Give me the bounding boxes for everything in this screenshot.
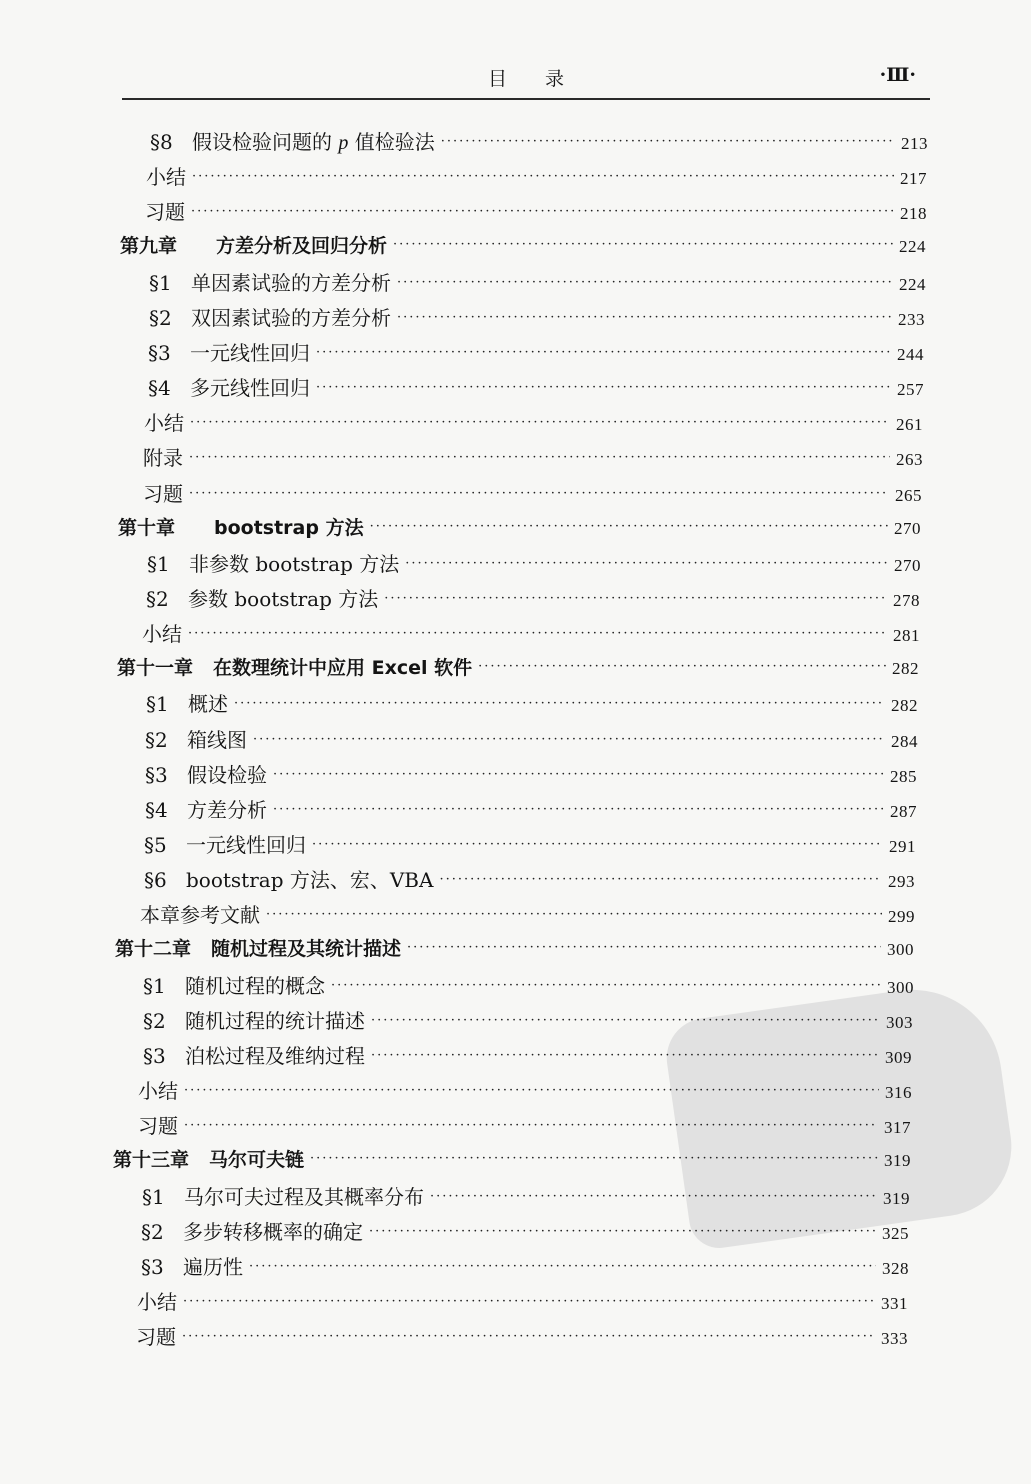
toc-entry-number: §1 <box>142 1184 165 1209</box>
toc-entry-title: 习题 <box>136 1325 176 1350</box>
toc-leader-dots <box>182 1329 875 1344</box>
toc-entry-title: 一元线性回归 <box>186 833 306 857</box>
toc-entry-label <box>115 934 401 961</box>
toc-entry-label <box>148 337 310 366</box>
toc-entry-page: 263 <box>896 450 923 470</box>
toc-entry-title: 小结 <box>144 411 184 436</box>
toc-entry-number: 第十一章 <box>117 657 194 680</box>
toc-entry-title: 非参数 bootstrap 方法 <box>189 551 400 576</box>
toc-entry-number: §6 <box>144 868 167 893</box>
toc-leader-dots <box>273 802 884 817</box>
toc-entry-title: 假设检验 <box>187 762 267 787</box>
toc-entry-number: §3 <box>148 340 171 365</box>
toc-entry-title: 附录 <box>143 446 183 471</box>
toc-entry-number: §5 <box>144 833 167 857</box>
toc-entry-title: 习题 <box>138 1114 178 1139</box>
toc-entry-page: 300 <box>887 940 914 960</box>
toc-entry-label <box>145 724 247 753</box>
toc-entry <box>145 724 918 754</box>
toc-entry <box>144 407 923 437</box>
toc-entry-page: 328 <box>882 1258 909 1278</box>
toc-entry-label <box>150 126 435 155</box>
toc-entry-page: 278 <box>893 590 920 610</box>
toc-leader-dots <box>190 415 890 430</box>
toc-entry-number: §3 <box>145 762 168 787</box>
toc-entry-title: 在数理统计中应用 Excel 软件 <box>213 657 473 680</box>
toc-entry <box>143 970 914 1000</box>
toc-entry-page: 244 <box>897 344 924 364</box>
toc-entry-number: §8 <box>150 130 173 154</box>
toc-leader-dots <box>405 556 888 571</box>
toc-leader-dots <box>192 169 894 184</box>
toc-entry-title: 小结 <box>142 622 182 647</box>
toc-entry-page: 281 <box>893 626 920 646</box>
toc-leader-dots <box>253 732 885 747</box>
toc-entry-page: 299 <box>888 907 915 927</box>
toc-entry-label <box>138 1075 178 1104</box>
toc-entry-title: 箱线图 <box>187 727 247 752</box>
toc-entry-title: 单因素试验的方差分析 <box>191 270 391 295</box>
toc-entry <box>144 829 916 859</box>
toc-entry-title: 随机过程及其统计描述 <box>211 938 402 961</box>
toc-leader-dots <box>234 696 885 711</box>
toc-entry-page: 217 <box>900 169 927 189</box>
toc-entry-label <box>149 302 391 331</box>
toc-entry-title: bootstrap 方法 <box>214 516 364 539</box>
toc-entry <box>143 1005 913 1035</box>
toc-entry <box>136 1321 908 1351</box>
toc-leader-dots <box>478 659 886 674</box>
toc-entry-page: 300 <box>887 977 914 997</box>
toc-entry-title: 小结 <box>146 165 186 190</box>
toc-entry-label <box>144 829 306 858</box>
toc-entry-label <box>120 231 387 258</box>
toc-leader-dots <box>439 872 882 887</box>
toc-entry <box>142 1181 910 1211</box>
toc-entry <box>117 653 919 683</box>
toc-entry <box>148 372 924 402</box>
toc-entry-title: 遍历性 <box>183 1254 243 1279</box>
toc-entry-label <box>141 1251 243 1280</box>
toc-entry-number: §2 <box>149 305 172 330</box>
toc-entry-label <box>148 372 310 401</box>
toc-entry-label <box>146 161 186 190</box>
toc-entry <box>146 161 927 191</box>
toc-leader-dots <box>397 275 893 290</box>
toc-entry-title: 双因素试验的方差分析 <box>191 305 391 330</box>
toc-entry <box>120 231 926 261</box>
toc-entry-page: 265 <box>895 485 922 505</box>
toc-entry-page: 270 <box>894 555 921 575</box>
toc-entry-number: §1 <box>143 973 166 998</box>
toc-entry-title: 随机过程的概念 <box>185 973 325 998</box>
toc-leader-dots <box>331 978 881 993</box>
toc-leader-dots <box>273 767 884 782</box>
toc-entry-label <box>145 759 267 788</box>
toc-leader-dots <box>191 204 894 219</box>
toc-entry <box>143 478 922 508</box>
toc-entry-page: 287 <box>890 801 917 821</box>
toc-leader-dots <box>188 626 887 641</box>
toc-entry <box>137 1286 908 1316</box>
toc-leader-dots <box>371 1013 880 1028</box>
toc-entry-number: §2 <box>143 1008 166 1033</box>
toc-entry-title: 泊松过程及维纳过程 <box>185 1043 365 1068</box>
toc-leader-dots <box>189 450 890 465</box>
toc-leader-dots <box>393 237 893 252</box>
toc-entry-page: 285 <box>890 766 917 786</box>
toc-leader-dots <box>430 1189 877 1204</box>
toc-entry-label <box>117 653 472 680</box>
toc-entry <box>138 1075 912 1105</box>
toc-entry <box>143 442 923 472</box>
toc-entry-number: §1 <box>149 270 172 295</box>
toc-entry-label <box>143 442 183 471</box>
toc-entry-page: 282 <box>892 659 919 679</box>
toc-entry-page: 316 <box>885 1083 912 1103</box>
toc-entry-number: §3 <box>141 1254 164 1279</box>
toc-entry <box>146 688 918 718</box>
toc-entry <box>138 1110 911 1140</box>
toc-leader-dots <box>266 907 882 922</box>
toc-leader-dots <box>384 591 887 606</box>
toc-entry-number: §1 <box>147 551 170 576</box>
toc-entry <box>150 126 928 156</box>
toc-entry-label <box>118 513 364 540</box>
toc-entry <box>143 1040 912 1070</box>
toc-entry-number: §4 <box>145 797 168 822</box>
toc-entry-page: 270 <box>894 518 921 538</box>
toc-entry <box>149 302 925 332</box>
toc-leader-dots <box>189 486 889 501</box>
toc-entry <box>145 794 917 824</box>
toc-entry-title: 概述 <box>188 692 228 717</box>
toc-entry <box>144 864 915 894</box>
toc-entry-title: 随机过程的统计描述 <box>185 1008 365 1033</box>
toc-entry-label <box>142 1181 424 1210</box>
toc-entry-label <box>146 583 378 612</box>
toc-leader-dots <box>184 1118 878 1133</box>
toc-entry <box>118 513 921 543</box>
toc-entry-label <box>143 970 325 999</box>
toc-entry-number: 第十三章 <box>113 1149 190 1172</box>
toc-entry <box>148 337 924 367</box>
toc-entry-title: bootstrap 方法、宏、VBA <box>186 868 434 893</box>
toc-entry-label <box>145 196 185 225</box>
toc-entry-page: 303 <box>886 1012 913 1032</box>
toc-entry <box>147 548 921 578</box>
toc-entry-number: 第十章 <box>118 516 176 539</box>
toc-entry-title: 小结 <box>137 1289 177 1314</box>
toc-leader-dots <box>371 1048 879 1063</box>
toc-entry-label <box>140 899 260 928</box>
toc-entry-label <box>147 548 399 577</box>
toc-entry-number: §1 <box>146 692 169 717</box>
toc-entry-title: 小结 <box>138 1079 178 1104</box>
toc-entry-title: 习题 <box>143 481 183 506</box>
toc-entry-number: §3 <box>143 1043 166 1068</box>
toc-entry-page: 261 <box>896 415 923 435</box>
toc-entry-title: 本章参考文献 <box>140 903 260 928</box>
toc-entry-number: 第十二章 <box>115 938 192 961</box>
toc-entry <box>113 1145 911 1175</box>
toc-entry-page: 224 <box>899 274 926 294</box>
toc-entry <box>149 267 926 297</box>
toc-entry-label <box>144 864 433 893</box>
toc-entry-page: 293 <box>888 872 915 892</box>
toc-leader-dots <box>249 1259 876 1274</box>
toc-entry-page: 317 <box>884 1118 911 1138</box>
toc-entry-label <box>136 1321 176 1350</box>
toc-entry-number: §2 <box>146 586 169 611</box>
toc-entry-title: 方差分析及回归分析 <box>216 235 388 258</box>
toc-entry <box>145 759 917 789</box>
toc-entry <box>142 618 920 648</box>
toc-leader-dots <box>183 1294 875 1309</box>
toc-entry <box>146 583 920 613</box>
toc-entry-label <box>137 1286 177 1315</box>
toc-entry-page: 284 <box>891 731 918 751</box>
toc-entry-title: 假设检验问题的 p 值检验法 <box>192 130 435 154</box>
toc-leader-dots <box>184 1083 879 1098</box>
toc-entry <box>145 196 927 226</box>
toc-entry-label <box>143 1040 365 1069</box>
toc-leader-dots <box>441 134 895 149</box>
toc-entry-page: 291 <box>889 837 916 856</box>
toc-entry <box>141 1251 909 1281</box>
toc-entry-label <box>138 1110 178 1139</box>
toc-leader-dots <box>310 1151 878 1166</box>
toc-entry-label <box>143 478 183 507</box>
toc-leader-dots <box>316 345 891 360</box>
toc-entry <box>115 934 914 964</box>
toc-entry-number: §4 <box>148 376 171 401</box>
toc-entry-label <box>113 1145 304 1172</box>
toc-leader-dots <box>397 310 892 325</box>
toc-leader-dots <box>369 1224 876 1239</box>
toc-entry-page: 218 <box>900 204 927 224</box>
toc-entry-label <box>144 407 184 436</box>
toc-entry-number: §2 <box>145 727 168 752</box>
toc-entry <box>141 1216 909 1246</box>
toc-entry-title: 马尔可夫过程及其概率分布 <box>184 1184 424 1209</box>
toc-entry-page: 224 <box>899 237 926 257</box>
toc-entry-page: 309 <box>885 1047 912 1067</box>
toc-entry-page: 333 <box>881 1329 908 1349</box>
toc-entry-number: §2 <box>141 1219 164 1244</box>
toc-entry-label <box>149 267 391 296</box>
toc-entry <box>140 899 915 929</box>
toc-entry-title: 一元线性回归 <box>190 340 310 365</box>
toc-entry-label <box>145 794 267 823</box>
toc-entry-page: 319 <box>883 1188 910 1208</box>
toc-entry-title: 多步转移概率的确定 <box>183 1219 363 1244</box>
toc-entry-label <box>141 1216 363 1245</box>
toc-leader-dots <box>407 940 881 955</box>
toc-entry-label <box>143 1005 365 1034</box>
toc-leader-dots <box>312 837 883 852</box>
toc-entry-title: 习题 <box>145 200 185 225</box>
toc-entry-page: 319 <box>884 1151 911 1171</box>
toc-entry-title: 方差分析 <box>187 797 267 822</box>
toc-entry-page: 213 <box>901 134 928 153</box>
toc-entry-page: 233 <box>898 309 925 329</box>
toc-entry-page: 282 <box>891 696 918 716</box>
toc-entry-title: 参数 bootstrap 方法 <box>188 586 379 611</box>
header-title: 目录 <box>487 68 602 90</box>
toc-entry-title: 马尔可夫链 <box>209 1149 305 1172</box>
toc-leader-dots <box>370 519 888 534</box>
toc-entry-label <box>142 618 182 647</box>
toc-leader-dots <box>316 380 891 395</box>
toc-entry-number: 第九章 <box>120 235 178 258</box>
toc-entry-title: 多元线性回归 <box>190 376 310 401</box>
toc-entry-page: 325 <box>882 1223 909 1243</box>
header-page-number: ·Ⅲ· <box>879 64 916 86</box>
toc-entry-label <box>146 688 228 717</box>
toc-entry-page: 331 <box>881 1293 908 1313</box>
toc-entry-page: 257 <box>897 380 924 400</box>
